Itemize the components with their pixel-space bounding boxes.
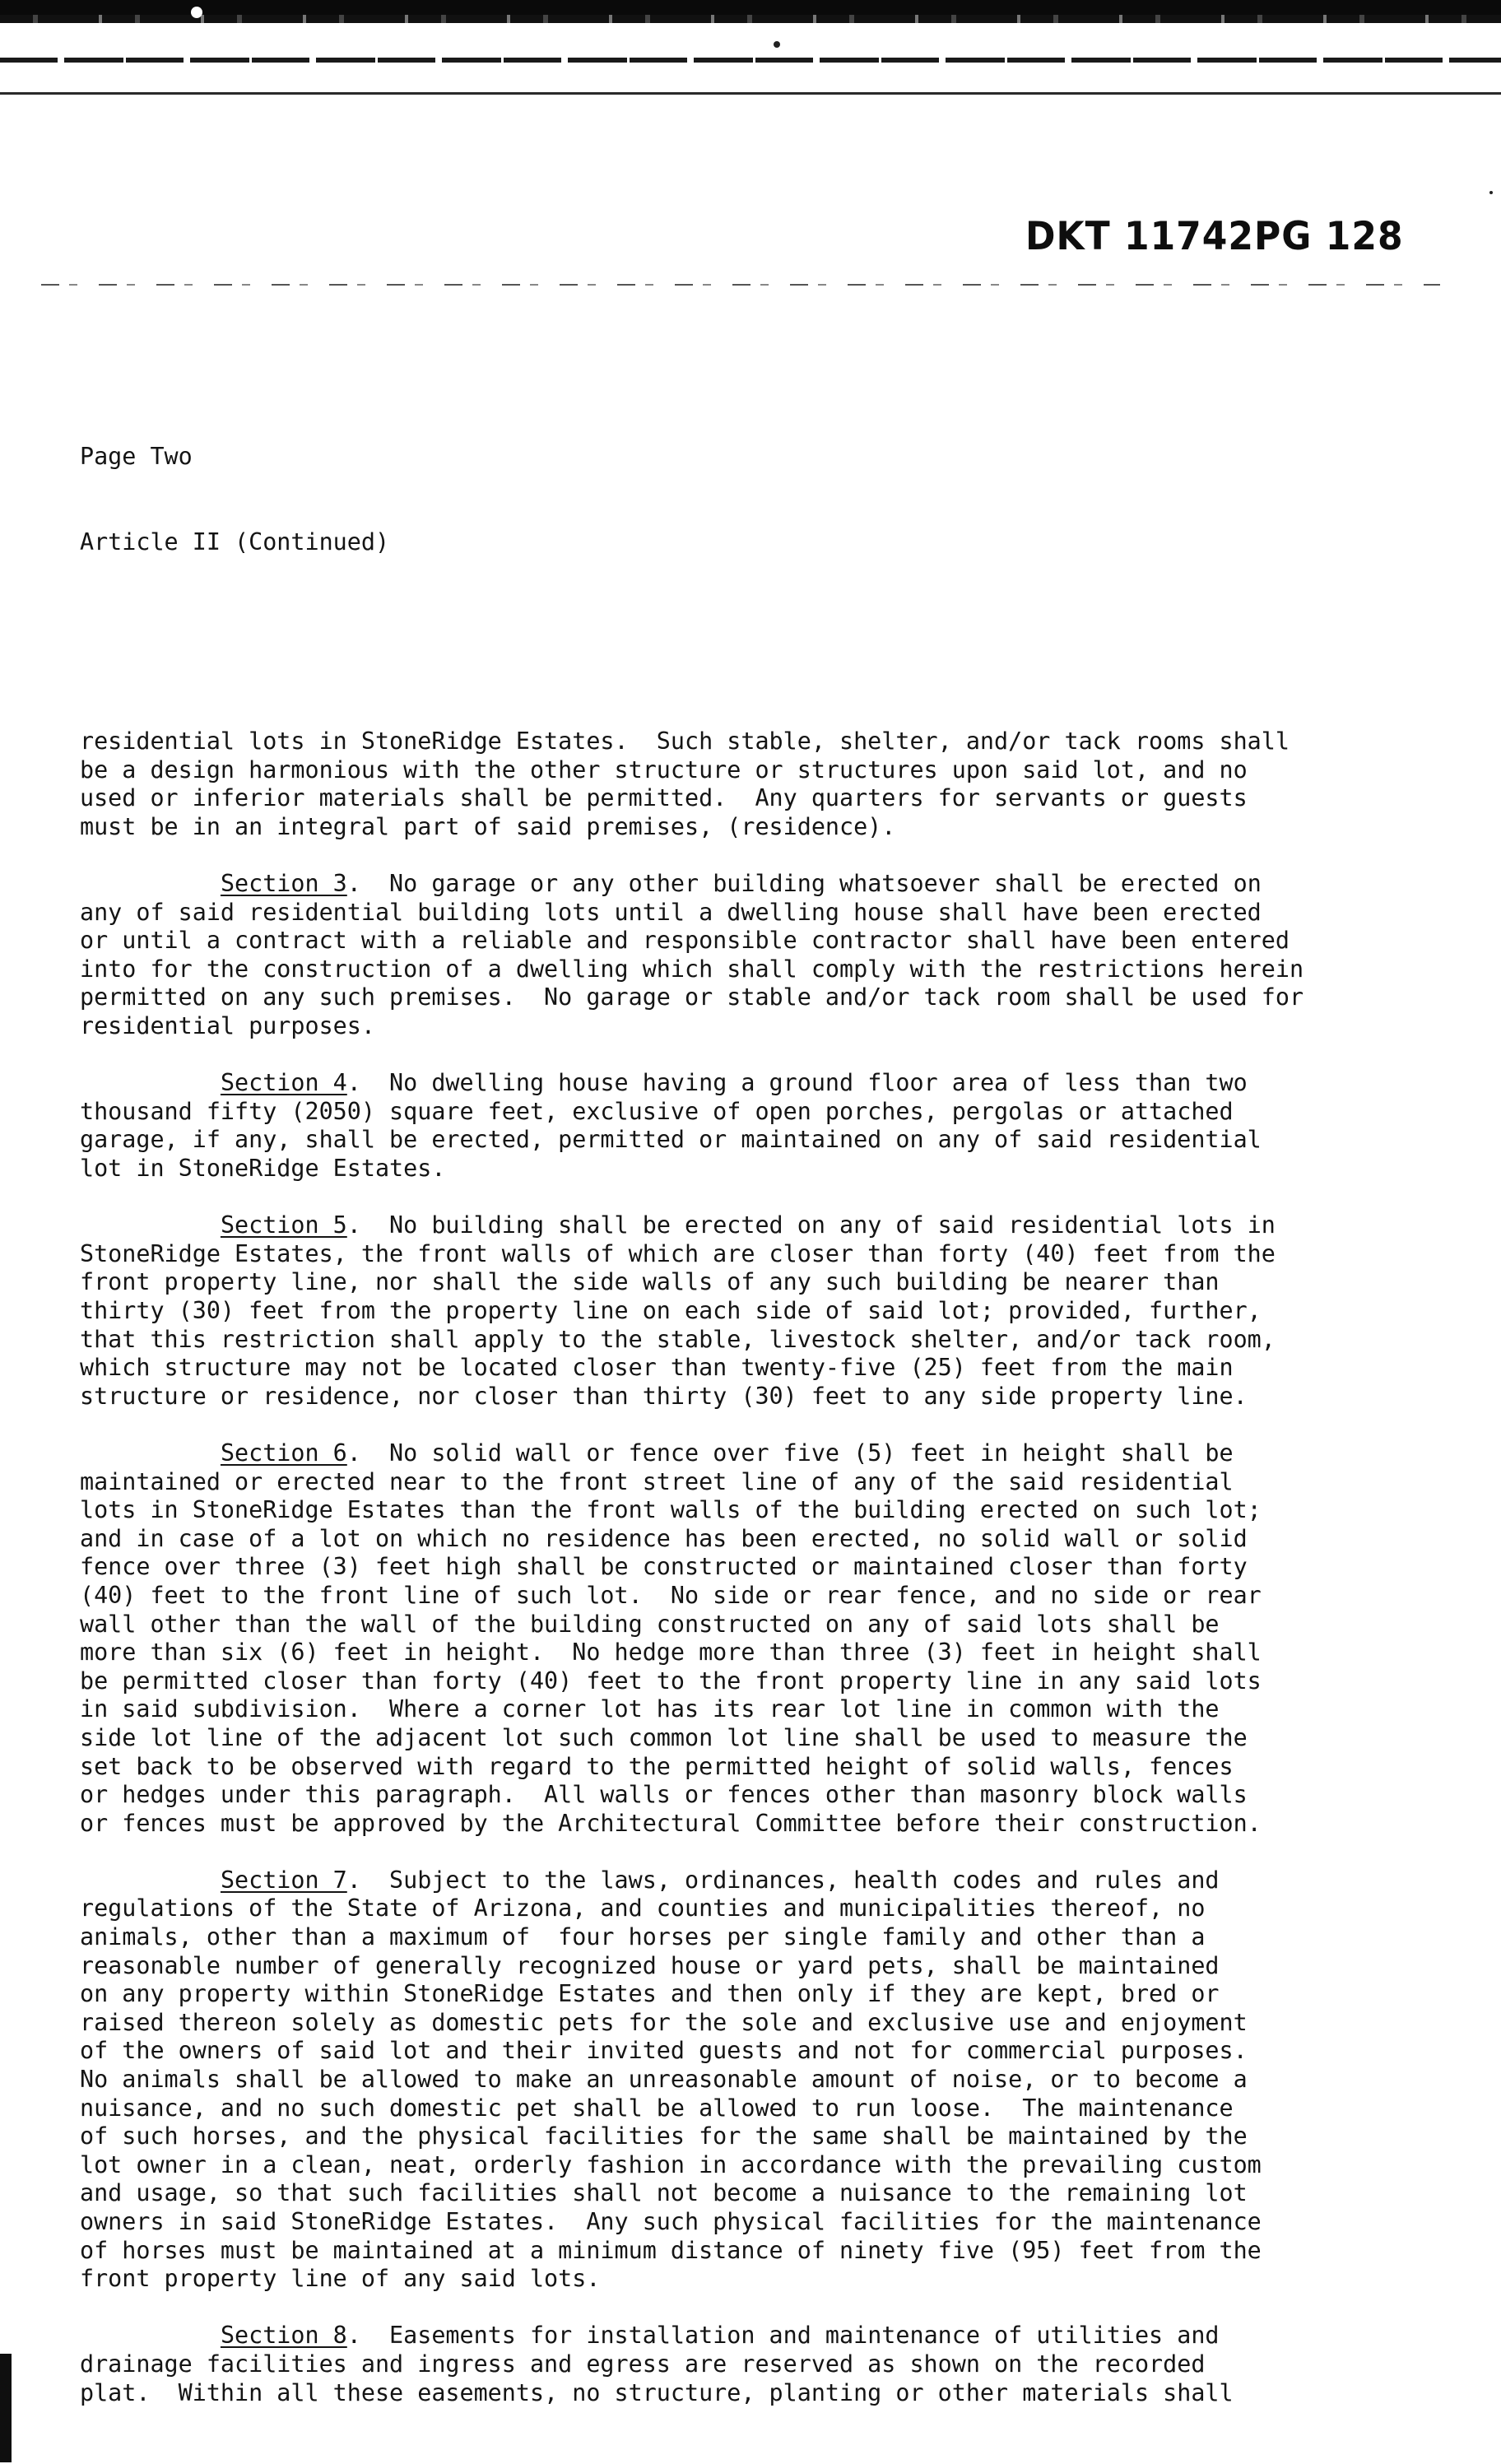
scan-left-edge xyxy=(0,2354,12,2462)
text-line: garage, if any, shall be erected, permitted or maintained on any of said residential xyxy=(80,1126,1262,1154)
text-line: side lot line of the adjacent lot such common lot line shall be used to measure the xyxy=(80,1723,1248,1751)
paragraph-indent xyxy=(80,2322,221,2349)
section-heading: Section 3 xyxy=(220,870,347,898)
text-line: used or inferior materials shall be permitted. Any quarters for servants or guests xyxy=(80,784,1248,812)
text-line: set back to be observed with regard to the permitted height of solid walls, fences xyxy=(80,1752,1234,1780)
text-line: structure or residence, nor closer than thirty (30) feet to any side property line. xyxy=(80,1382,1248,1410)
text-line: regulations of the State of Arizona, and counties and municipalities thereof, no xyxy=(80,1894,1206,1922)
text-line xyxy=(80,1211,1364,1240)
paragraph-indent xyxy=(80,1439,221,1467)
section-heading: Section 6 xyxy=(220,1439,347,1467)
page-label: Page Two xyxy=(80,443,193,471)
text-line xyxy=(80,870,1364,899)
section-heading: Section 5 xyxy=(220,1211,347,1239)
section-heading: Section 8 xyxy=(220,2322,347,2350)
text-line: wall other than the wall of the building constructed on any of said lots shall be xyxy=(80,1610,1220,1638)
section-text: . No garage or any other building whatsoever shall be erected on xyxy=(346,870,1262,898)
scan-artifact-rule xyxy=(0,92,1501,95)
text-line: be a design harmonious with the other structure or structures upon said lot, and no xyxy=(80,755,1248,783)
text-line: and in case of a lot on which no residence has been erected, no solid wall or solid xyxy=(80,1524,1248,1552)
text-line: more than six (6) feet in height. No hedge more than three (3) feet in height shall xyxy=(80,1639,1262,1667)
text-line: animals, other than a maximum of four horses per single family and other than a xyxy=(80,1923,1206,1951)
paragraph-list xyxy=(80,728,1364,2407)
paragraph xyxy=(80,2322,1364,2407)
scan-speck xyxy=(1489,191,1493,194)
scan-artifact-line xyxy=(0,58,1501,63)
scan-header-area xyxy=(0,0,1501,123)
text-line: that this restriction shall apply to the stable, livestock shelter, and/or tack room, xyxy=(80,1325,1276,1353)
text-line: or until a contract with a reliable and responsible contractor shall have been entered xyxy=(80,927,1290,955)
text-line: front property line of any said lots. xyxy=(80,2265,601,2293)
text-line: lot in StoneRidge Estates. xyxy=(80,1155,446,1183)
text-line: of the owners of said lot and their invited guests and not for commercial purposes. xyxy=(80,2037,1248,2065)
paragraph xyxy=(80,1069,1364,1183)
paragraph-indent xyxy=(80,1867,221,1894)
text-line: or hedges under this paragraph. All walls or fences other than masonry block walls xyxy=(80,1781,1248,1809)
section-heading: Section 4 xyxy=(220,1069,347,1097)
text-line: (40) feet to the front line of such lot. No side or rear fence, and no side or rear xyxy=(80,1581,1262,1609)
scan-speck xyxy=(774,41,780,48)
text-line: drainage facilities and ingress and egress are reserved as shown on the recorded xyxy=(80,2350,1206,2378)
text-line: nuisance, and no such domestic pet shall be allowed to run loose. The maintenance xyxy=(80,2094,1234,2122)
text-line: of such horses, and the physical facilities for the same shall be maintained by the xyxy=(80,2122,1248,2150)
text-line: reasonable number of generally recognized house or yard pets, shall be maintained xyxy=(80,1951,1220,1979)
text-line: residential purposes. xyxy=(80,1012,375,1040)
text-line: or fences must be approved by the Architectural Committee before their construction. xyxy=(80,1809,1262,1837)
paragraph xyxy=(80,870,1364,1041)
text-line: on any property within StoneRidge Estates and then only if they are kept, bred or xyxy=(80,1980,1220,2008)
text-line: raised thereon solely as domestic pets for the sole and exclusive use and enjoyment xyxy=(80,2008,1248,2036)
text-line: residential lots in StoneRidge Estates. Such stable, shelter, and/or tack rooms shall xyxy=(80,728,1290,755)
scan-border-noise xyxy=(0,15,1501,23)
text-line: of horses must be maintained at a minimum distance of ninety five (95) feet from the xyxy=(80,2236,1262,2264)
text-line: thirty (30) feet from the property line on each side of said lot; provided, further, xyxy=(80,1297,1262,1324)
article-label: Article II (Continued) xyxy=(80,528,390,556)
paragraph xyxy=(80,728,1364,841)
text-line: be permitted closer than forty (40) feet to the front property line in any said lots xyxy=(80,1667,1262,1695)
docket-number-stamp: DKT 11742PG 128 xyxy=(1025,213,1404,260)
paragraph-indent xyxy=(80,1069,221,1096)
text-line: any of said residential building lots until a dwelling house shall have been erected xyxy=(80,898,1262,926)
text-line: in said subdivision. Where a corner lot has its rear lot line in common with the xyxy=(80,1695,1220,1723)
text-line: permitted on any such premises. No garage or stable and/or tack room shall be used for xyxy=(80,983,1304,1011)
text-line xyxy=(80,1867,1364,1895)
text-line: No animals shall be allowed to make an unreasonable amount of noise, or to become a xyxy=(80,2066,1248,2094)
text-line: StoneRidge Estates, the front walls of which are closer than forty (40) feet from the xyxy=(80,1239,1276,1267)
section-heading: Section 7 xyxy=(220,1866,347,1894)
text-line: which structure may not be located closer than twenty-five (25) feet from the main xyxy=(80,1354,1234,1382)
section-text: . Easements for installation and maintenance of utilities and xyxy=(346,2322,1220,2350)
text-line: must be in an integral part of said premises, (residence). xyxy=(80,812,896,840)
text-line xyxy=(80,1069,1364,1098)
paragraph xyxy=(80,1439,1364,1838)
text-line: plat. Within all these easements, no structure, planting or other materials shall xyxy=(80,2378,1234,2406)
text-line: front property line, nor shall the side walls of any such building be nearer than xyxy=(80,1268,1220,1296)
section-text: . No dwelling house having a ground floor area of less than two xyxy=(346,1069,1248,1097)
text-line xyxy=(80,2322,1364,2350)
text-line: lot owner in a clean, neat, orderly fashion in accordance with the prevailing custom xyxy=(80,2150,1262,2178)
text-line: and usage, so that such facilities shall not become a nuisance to the remaining lot xyxy=(80,2179,1248,2207)
scan-border-band xyxy=(0,0,1501,15)
document-body xyxy=(80,329,1364,2464)
paragraph xyxy=(80,1867,1364,2294)
text-line: fence over three (3) feet high shall be constructed or maintained closer than forty xyxy=(80,1553,1248,1581)
text-line: lots in StoneRidge Estates than the front walls of the building erected on such lot; xyxy=(80,1496,1262,1524)
text-line xyxy=(80,1439,1364,1468)
section-text: . No solid wall or fence over five (5) feet in height shall be xyxy=(346,1439,1234,1467)
text-line: owners in said StoneRidge Estates. Any such physical facilities for the maintenance xyxy=(80,2208,1262,2235)
page-header xyxy=(80,386,1364,614)
text-line: maintained or erected near to the front street line of any of the said residential xyxy=(80,1467,1234,1495)
section-text: . Subject to the laws, ordinances, health codes and rules and xyxy=(346,1866,1220,1894)
text-line: thousand fifty (2050) square feet, exclusive of open porches, pergolas or attached xyxy=(80,1097,1234,1125)
scan-speck xyxy=(191,7,202,18)
paragraph-indent xyxy=(80,1211,221,1239)
paragraph xyxy=(80,1211,1364,1411)
text-line: into for the construction of a dwelling which shall comply with the restrictions herein xyxy=(80,955,1304,983)
paragraph-indent xyxy=(80,870,221,897)
section-text: . No building shall be erected on any of said residential lots in xyxy=(346,1211,1276,1239)
scan-dashed-rule xyxy=(41,284,1440,286)
